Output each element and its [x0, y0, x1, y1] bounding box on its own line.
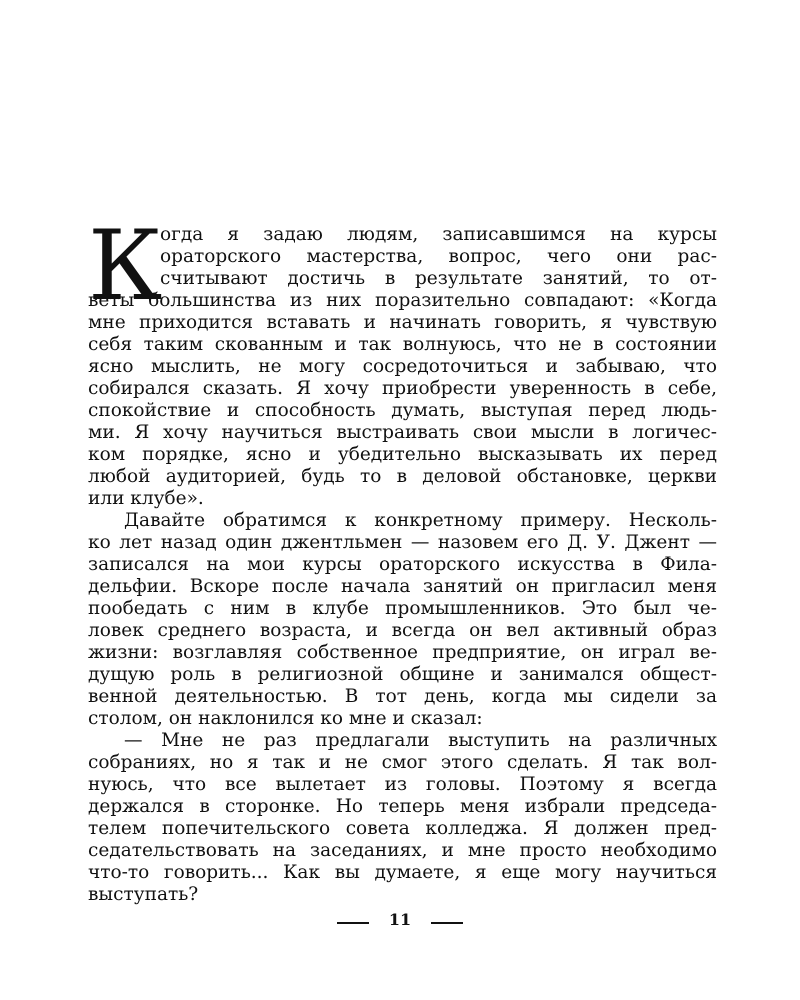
- text-line: жизни: возглавляя собственное предприятие, он играл ве-: [88, 642, 717, 663]
- folio-rule-left: [337, 922, 369, 924]
- text-line: мне приходится вставать и начинать говорить, я чувствую: [88, 312, 717, 333]
- text-line: считывают достичь в результате занятий, то от-: [160, 268, 717, 289]
- text-line: пообедать с ним в клубе промышленников. Это был че-: [88, 598, 717, 619]
- text-line: нуюсь, что все вылетает из головы. Поэтому я всегда: [88, 774, 717, 795]
- page-body: [88, 210, 717, 906]
- paragraph-2: [88, 510, 717, 730]
- page-footer: [0, 910, 800, 929]
- text-line: седательствовать на заседаниях, и мне просто необходимо: [88, 840, 717, 861]
- page-number: 11: [388, 910, 412, 929]
- text-line: ком порядке, ясно и убедительно высказывать их перед: [88, 444, 717, 465]
- text-line: ми. Я хочу научиться выстраивать свои мысли в логичес-: [88, 422, 717, 443]
- paragraph-1: [88, 210, 717, 510]
- text-line: ловек среднего возраста, и всегда он вел активный образ: [88, 620, 717, 641]
- text-line: любой аудиторией, будь то в деловой обстановке, церкви: [88, 466, 717, 487]
- text-line: телем попечительского совета колледжа. Я должен пред-: [88, 818, 717, 839]
- text-line: или клубе».: [88, 488, 204, 509]
- text-line: ясно мыслить, не могу сосредоточиться и забываю, что: [88, 356, 717, 377]
- text-line: ко лет назад один джентльмен — назовем его Д. У. Джент —: [88, 532, 717, 553]
- text-line: записался на мои курсы ораторского искусства в Фила-: [88, 554, 717, 575]
- paragraph-3: [88, 730, 717, 906]
- text-line: Давайте обратимся к конкретному примеру. Несколь-: [124, 510, 717, 531]
- text-line: собраниях, но я так и не смог этого сделать. Я так вол-: [88, 752, 717, 773]
- text-line: дущую роль в религиозной общине и занимался общест-: [88, 664, 717, 685]
- text-line: — Мне не раз предлагали выступить на различных: [124, 730, 717, 751]
- text-line: спокойствие и способность думать, выступая перед людь-: [88, 400, 717, 421]
- folio-rule-right: [431, 922, 463, 924]
- text-line: огда я задаю людям, записавшимся на курсы: [160, 224, 717, 245]
- text-line: ораторского мастерства, вопрос, чего они рас-: [160, 246, 717, 267]
- text-line: себя таким скованным и так волнуюсь, что не в состоянии: [88, 334, 717, 355]
- text-line: столом, он наклонился ко мне и сказал:: [88, 708, 483, 729]
- text-line: дельфии. Вскоре после начала занятий он пригласил меня: [88, 576, 717, 597]
- text-line: что-то говорить... Как вы думаете, я еще могу научиться: [88, 862, 717, 883]
- drop-cap: К: [88, 210, 163, 322]
- text-line: венной деятельностью. В тот день, когда мы сидели за: [88, 686, 717, 707]
- text-line: собирался сказать. Я хочу приобрести уверенность в себе,: [88, 378, 717, 399]
- text-line: держался в сторонке. Но теперь меня избрали председа-: [88, 796, 717, 817]
- text-line: выступать?: [88, 884, 199, 905]
- text-line: веты большинства из них поразительно совпадают: «Когда: [88, 290, 717, 311]
